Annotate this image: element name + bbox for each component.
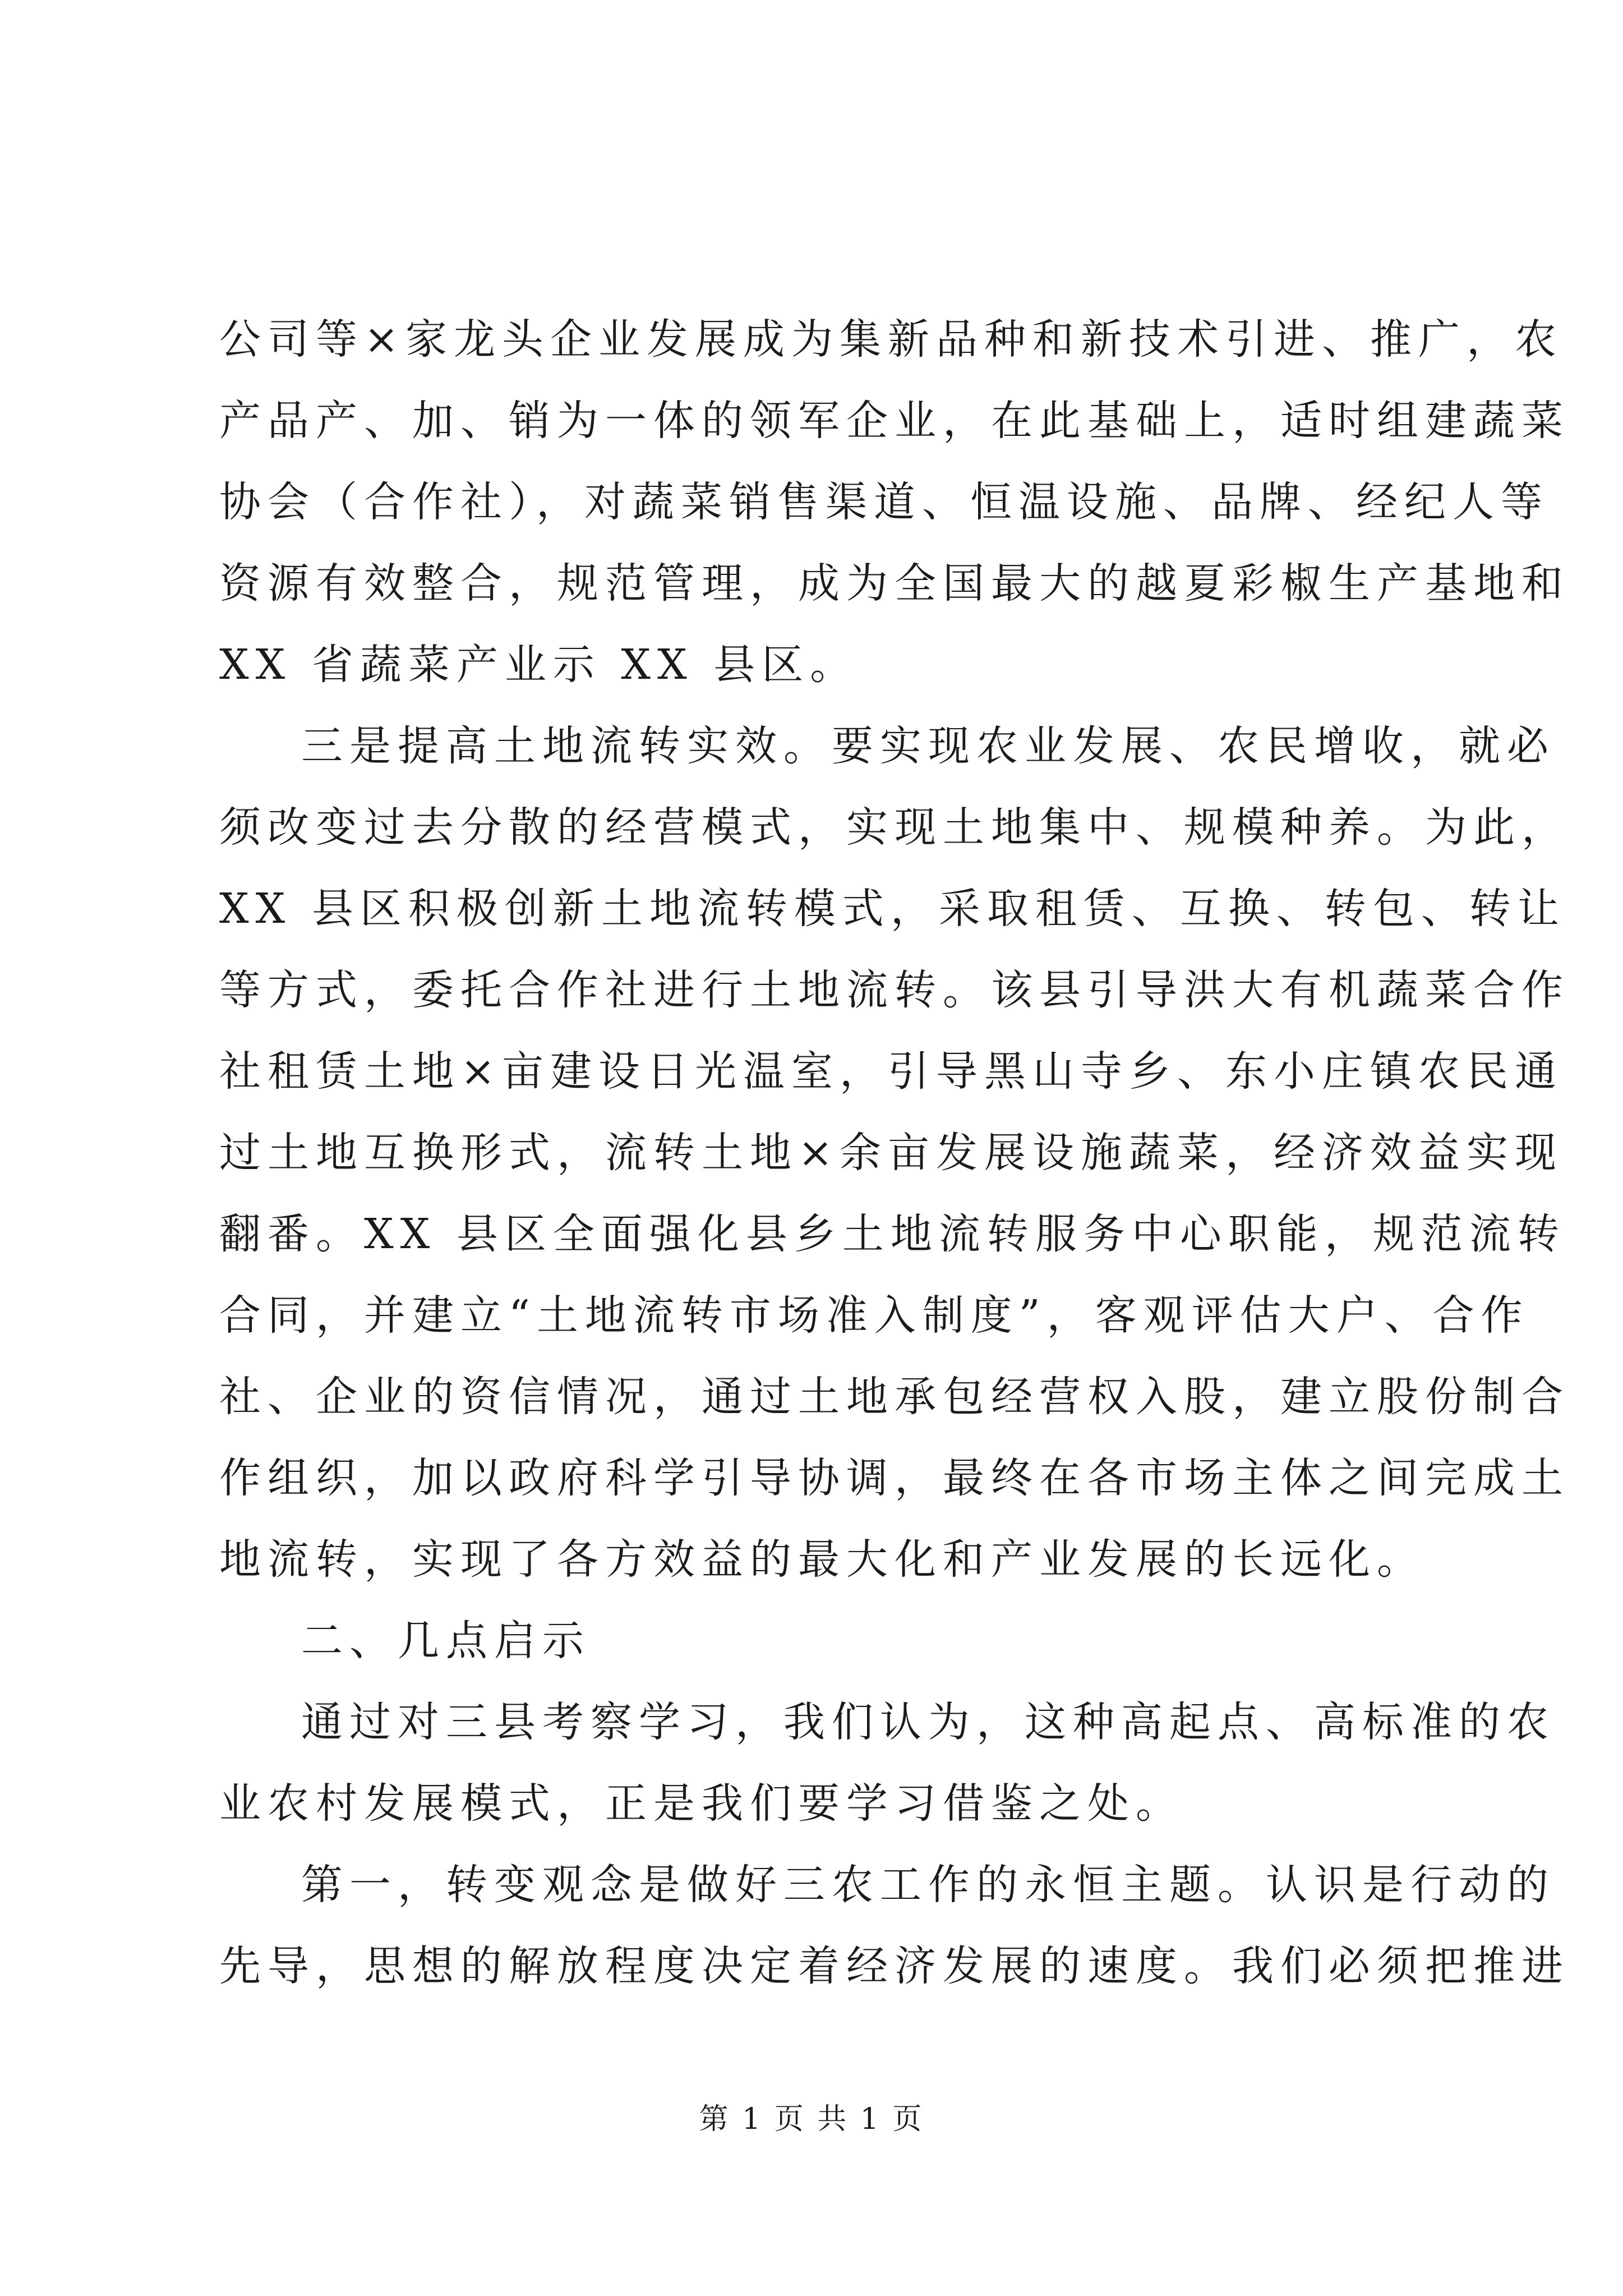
- text-line: XX 省蔬菜产业示 XX 县区。: [219, 641, 859, 689]
- paragraph-first-line: 第一，转变观念是做好三农工作的永恒主题。认识是行动的: [301, 1861, 1555, 1909]
- text-line: 公司等×家龙头企业发展成为集新品种和新技术引进、推广，农: [219, 315, 1564, 364]
- text-line: 社、企业的资信情况，通过土地承包经营权入股，建立股份制合: [219, 1373, 1570, 1421]
- text-line: 资源有效整合，规范管理，成为全国最大的越夏彩椒生产基地和: [219, 559, 1570, 608]
- section-heading: 二、几点启示: [301, 1617, 591, 1665]
- text-line: 翻番。XX 县区全面强化县乡土地流转服务中心职能，规范流转: [219, 1210, 1566, 1258]
- text-line: XX 县区积极创新土地流转模式，采取租赁、互换、转包、转让: [219, 885, 1566, 933]
- text-line: 过土地互换形式，流转土地×余亩发展设施蔬菜，经济效益实现: [219, 1129, 1564, 1177]
- text-line: 先导，思想的解放程度决定着经济发展的速度。我们必须把推进: [219, 1942, 1570, 1990]
- text-line: 作组织，加以政府科学引导协调，最终在各市场主体之间完成土: [219, 1454, 1570, 1502]
- text-line: 业农村发展模式，正是我们要学习借鉴之处。: [219, 1779, 1184, 1828]
- text-line: 社租赁土地×亩建设日光温室，引导黑山寺乡、东小庄镇农民通: [219, 1047, 1564, 1096]
- text-line: 产品产、加、销为一体的领军企业，在此基础上，适时组建蔬菜: [219, 397, 1570, 445]
- text-line: 须改变过去分散的经营模式，实现土地集中、规模种养。为此，: [219, 803, 1570, 852]
- paragraph-first-line: 通过对三县考察学习，我们认为，这种高起点、高标准的农: [301, 1698, 1555, 1746]
- text-line: 地流转，实现了各方效益的最大化和产业发展的长远化。: [219, 1535, 1425, 1584]
- text-line: 等方式，委托合作社进行土地流转。该县引导洪大有机蔬菜合作: [219, 966, 1570, 1014]
- page-footer: 第 1 页 共 1 页: [699, 2102, 924, 2136]
- text-line: 合同，并建立“土地流转市场准入制度”，客观评估大户、合作: [219, 1291, 1529, 1340]
- text-line: 协会（合作社），对蔬菜销售渠道、恒温设施、品牌、经纪人等: [219, 478, 1549, 526]
- paragraph-first-line: 三是提高土地流转实效。要实现农业发展、农民增收，就必: [301, 722, 1555, 770]
